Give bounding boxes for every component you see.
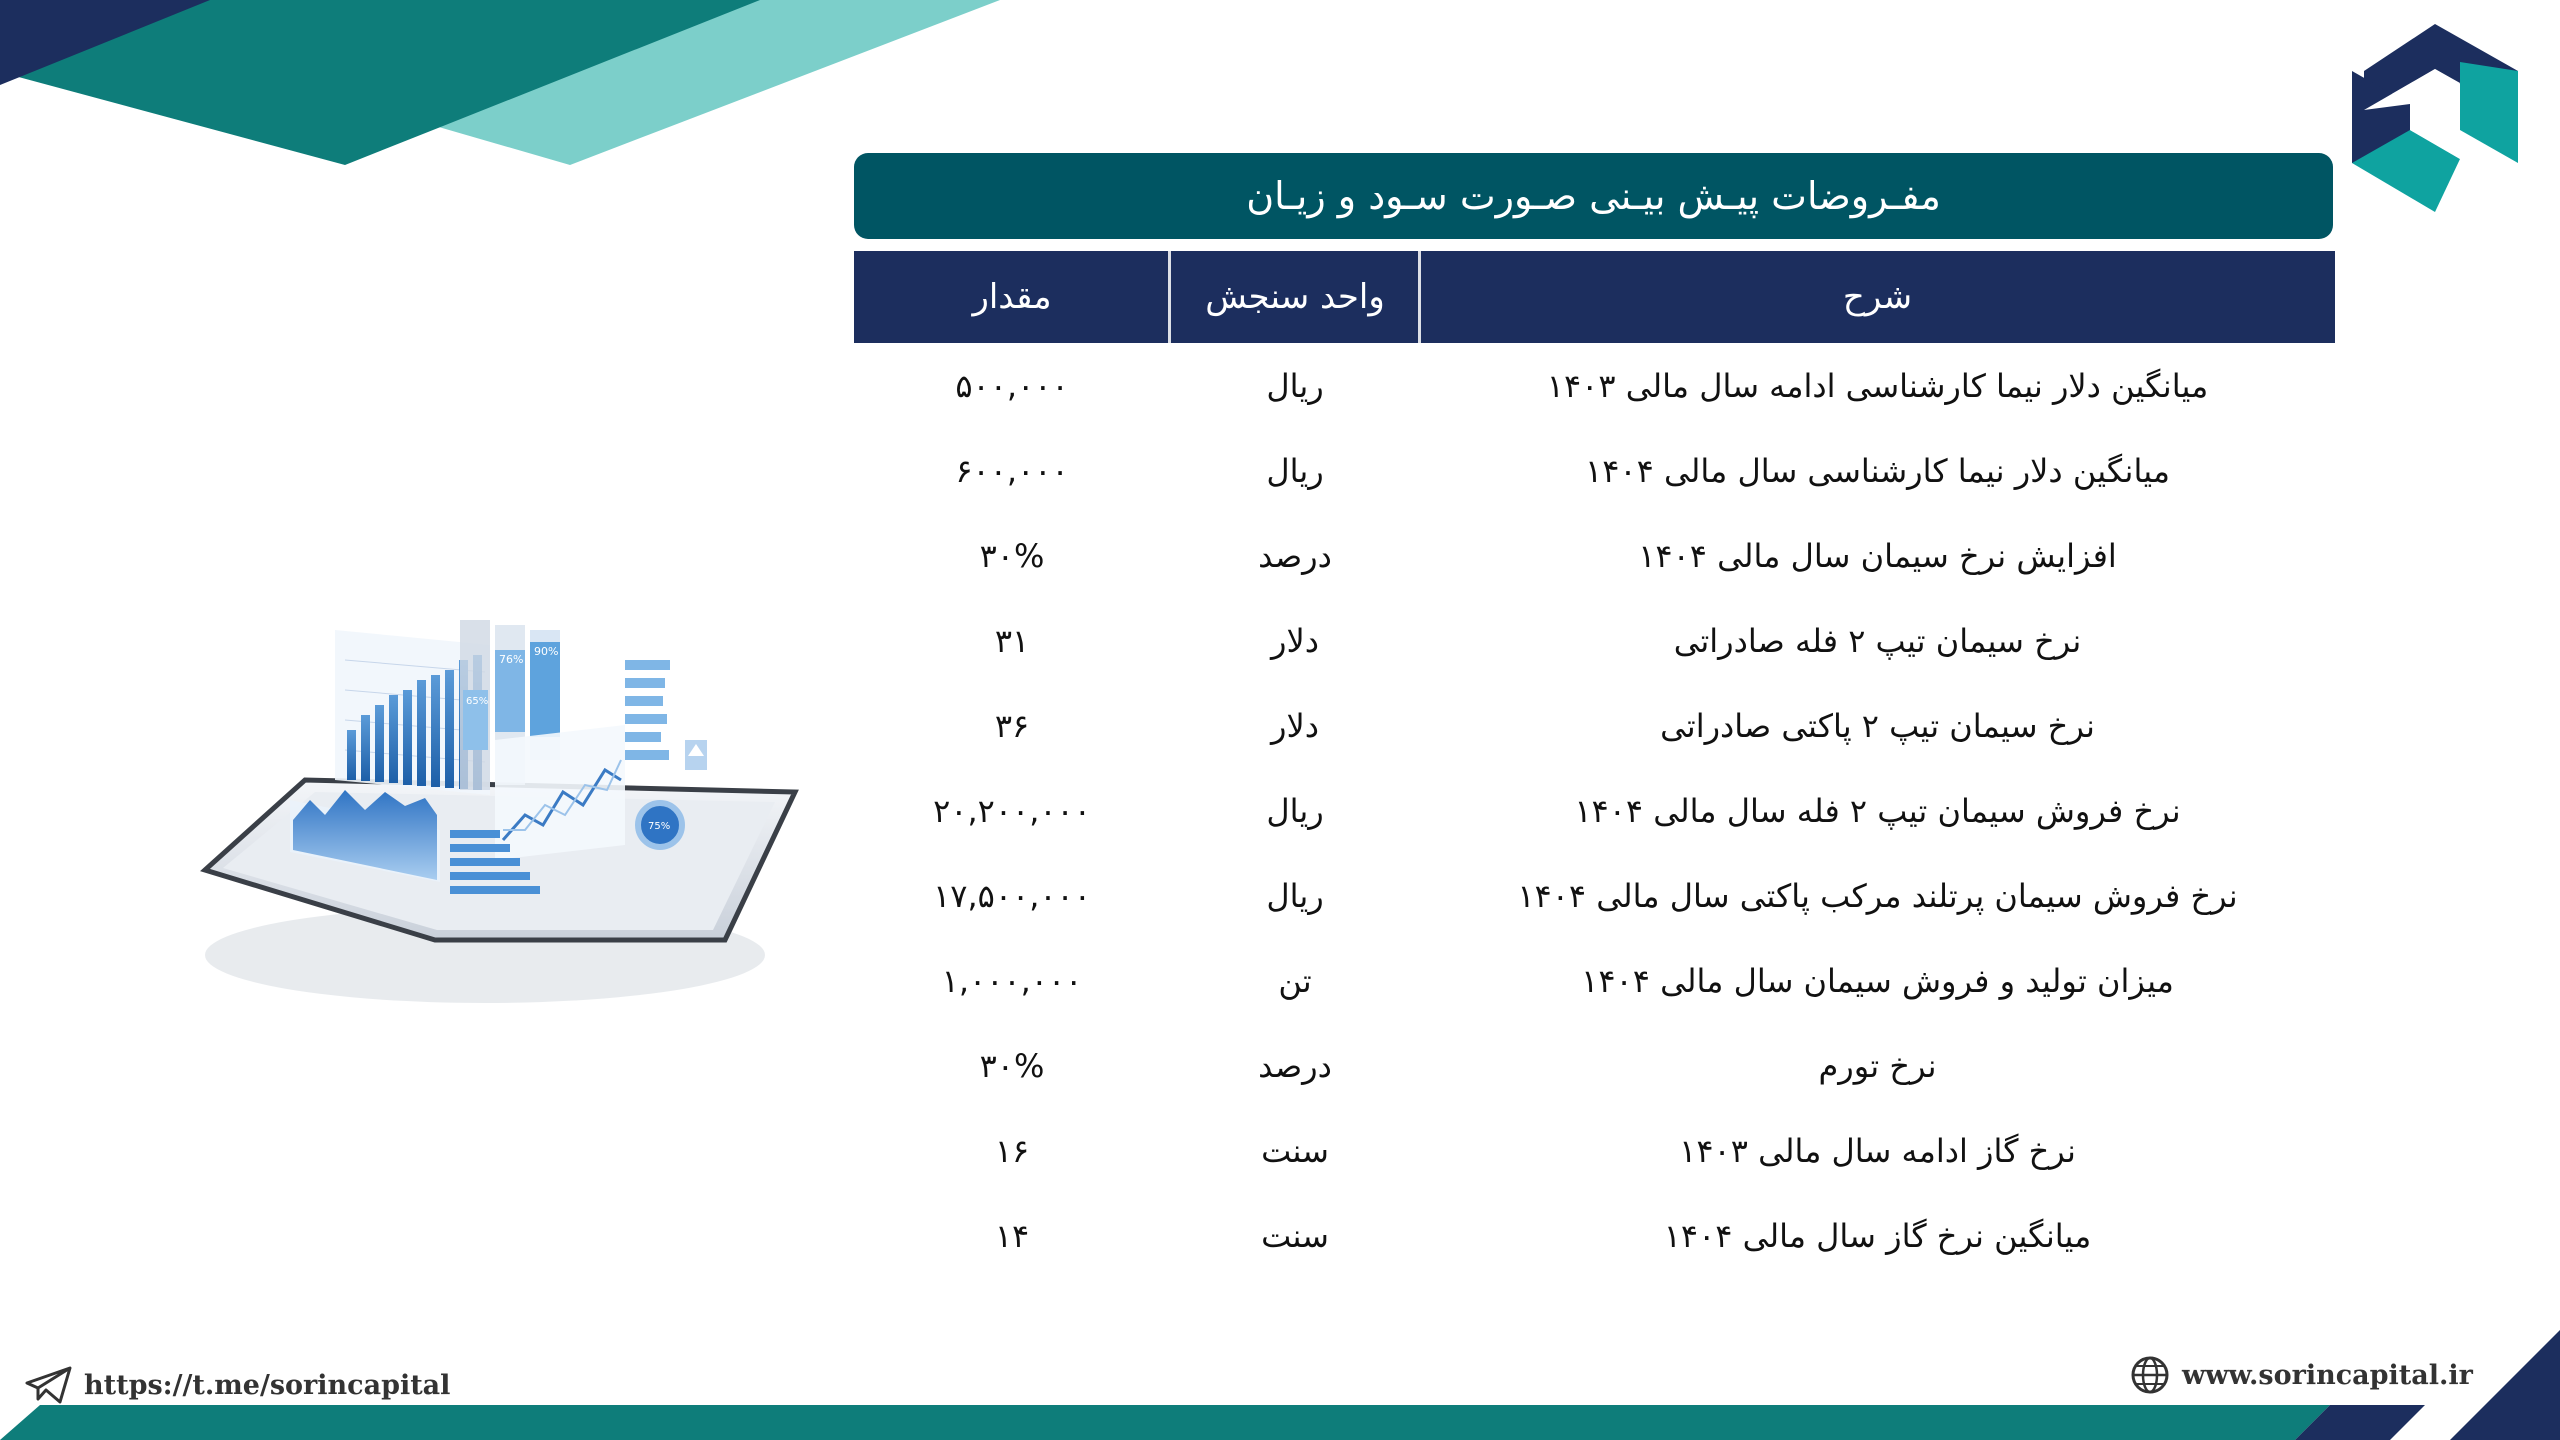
row-unit: سنت	[1261, 1216, 1329, 1255]
row-unit: ریال	[1266, 366, 1324, 405]
row-value: ۵۰۰,۰۰۰	[955, 366, 1069, 405]
chart-label: 65%	[466, 696, 489, 707]
row-unit: تن	[1278, 961, 1312, 1000]
table-row	[854, 1023, 2335, 1108]
row-description: نرخ گاز ادامه سال مالی ۱۴۰۳	[1679, 1131, 2076, 1170]
row-value: ۶۰۰,۰۰۰	[955, 451, 1069, 490]
row-unit: دلار	[1271, 621, 1319, 660]
row-description: نرخ فروش سیمان تیپ ۲ فله سال مالی ۱۴۰۴	[1574, 791, 2181, 830]
globe-icon	[2130, 1355, 2170, 1395]
row-unit: ریال	[1266, 451, 1324, 490]
column-header-value: مقدار	[972, 277, 1052, 317]
row-unit: درصد	[1258, 536, 1332, 575]
table-row	[854, 513, 2335, 598]
table-row	[854, 1193, 2335, 1278]
row-description: میانگین دلار نیما کارشناسی ادامه سال مالی ۱۴۰۳	[1546, 366, 2209, 405]
row-value: ۳۰%	[979, 1046, 1045, 1085]
row-description: میانگین دلار نیما کارشناسی سال مالی ۱۴۰۴	[1585, 451, 2170, 490]
row-unit: سنت	[1261, 1131, 1329, 1170]
table-row	[854, 598, 2335, 683]
row-value: ۱۷,۵۰۰,۰۰۰	[933, 876, 1091, 915]
chart-label: 76%	[499, 653, 524, 666]
row-value: ۳۱	[994, 621, 1030, 660]
paper-plane-icon	[24, 1365, 74, 1405]
column-header-description: شرح	[1842, 277, 1913, 317]
row-value: ۱۶	[994, 1131, 1030, 1170]
table-row	[854, 768, 2335, 853]
page-title	[854, 153, 2333, 239]
row-description: نرخ سیمان تیپ ۲ پاکتی صادراتی	[1660, 706, 2095, 745]
row-unit: درصد	[1258, 1046, 1332, 1085]
table-body	[854, 343, 2335, 1278]
row-unit: دلار	[1271, 706, 1319, 745]
row-value: ۳۰%	[979, 536, 1045, 575]
row-description: نرخ سیمان تیپ ۲ فله صادراتی	[1673, 621, 2082, 660]
column-divider	[1418, 251, 1421, 343]
table-row	[854, 853, 2335, 938]
table-header	[854, 251, 2335, 343]
table-row	[854, 428, 2335, 513]
website-link-container[interactable]	[2130, 1355, 2473, 1395]
column-divider	[1168, 251, 1171, 343]
column-header-unit: واحد سنجش	[1205, 277, 1385, 317]
chart-label: 90%	[534, 645, 559, 658]
row-description: نرخ فروش سیمان پرتلند مرکب پاکتی سال مالی ۱۴۰۴	[1517, 876, 2238, 915]
row-unit: ریال	[1266, 791, 1324, 830]
row-description: میزان تولید و فروش سیمان سال مالی ۱۴۰۴	[1581, 961, 2174, 1000]
row-value: ۲۰,۲۰۰,۰۰۰	[933, 791, 1091, 830]
row-description: نرخ تورم	[1818, 1046, 1937, 1085]
telegram-link-container[interactable]	[24, 1365, 450, 1405]
chart-label: 75%	[648, 821, 671, 832]
table-row	[854, 683, 2335, 768]
row-description: میانگین نرخ گاز سال مالی ۱۴۰۴	[1663, 1216, 2092, 1255]
row-unit: ریال	[1266, 876, 1324, 915]
telegram-link[interactable]: https://t.me/sorincapital	[84, 1369, 451, 1401]
table-row	[854, 1108, 2335, 1193]
row-description: افزایش نرخ سیمان سال مالی ۱۴۰۴	[1638, 536, 2117, 575]
row-value: ۱۴	[994, 1216, 1030, 1255]
row-value: ۱,۰۰۰,۰۰۰	[941, 961, 1083, 1000]
tablet-analytics-illustration	[185, 530, 815, 1100]
company-logo-icon	[2350, 22, 2520, 212]
row-value: ۳۶	[994, 706, 1030, 745]
page-title-text: مفـروضات پیـش بیـنی صـورت سـود و زیـان	[1246, 174, 1941, 218]
website-link[interactable]: www.sorincapital.ir	[2182, 1359, 2473, 1391]
table-row	[854, 343, 2335, 428]
table-row	[854, 938, 2335, 1023]
